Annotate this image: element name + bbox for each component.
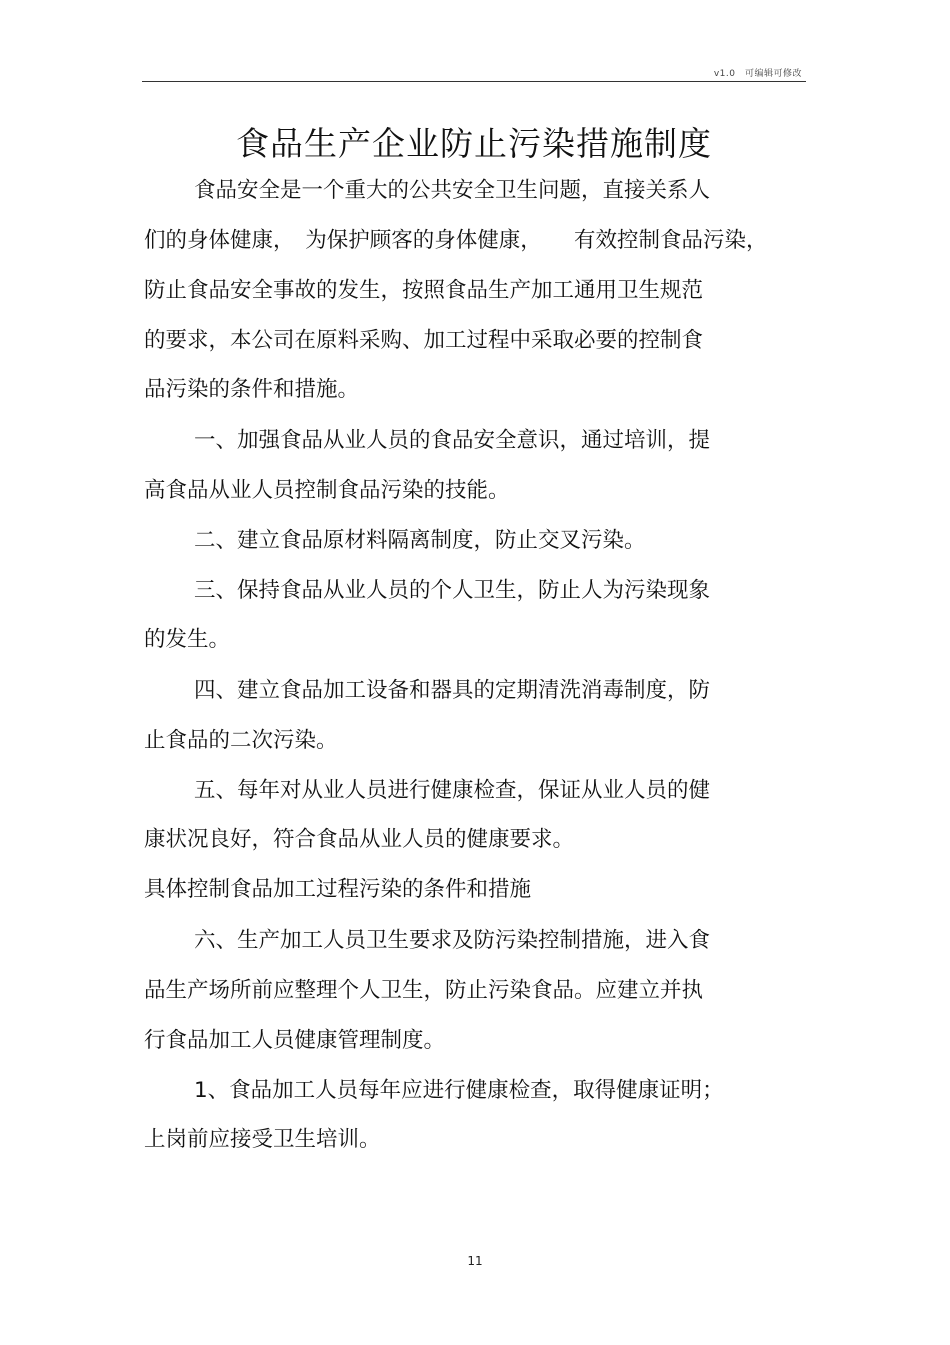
paragraph-line: 六、生产加工人员卫生要求及防污染控制措施，进入食	[194, 928, 711, 953]
paragraph-line: 1、食品加工人员每年应进行健康检查，取得健康证明；	[194, 1078, 724, 1103]
paragraph-line: 二、建立食品原材料隔离制度，防止交叉污染。	[194, 528, 646, 553]
paragraph-line: 四、建立食品加工设备和器具的定期清洗消毒制度，防	[194, 678, 711, 703]
paragraph-line: 康状况良好，符合食品从业人员的健康要求。	[144, 827, 575, 852]
paragraph-line: 上岗前应接受卫生培训。	[144, 1127, 381, 1152]
section-heading: 具体控制食品加工过程污染的条件和措施	[144, 877, 532, 902]
header-divider	[142, 81, 806, 82]
paragraph-line: 三、保持食品从业人员的个人卫生，防止人为污染现象	[194, 578, 711, 603]
paragraph-line: 食品安全是一个重大的公共安全卫生问题，直接关系人	[194, 178, 711, 203]
paragraph-line: 防止食品安全事故的发生，按照食品生产加工通用卫生规范	[144, 278, 704, 303]
paragraph-line: 一、加强食品从业人员的食品安全意识，通过培训，提	[194, 428, 711, 453]
paragraph-line: 止食品的二次污染。	[144, 728, 338, 753]
header-version-note: v1.0 可编辑可修改	[713, 69, 802, 79]
paragraph-line: 高食品从业人员控制食品污染的技能。	[144, 478, 510, 503]
paragraph-line: 品污染的条件和措施。	[144, 377, 360, 402]
paragraph-line: 行食品加工人员健康管理制度。	[144, 1028, 446, 1053]
page-number: 11	[467, 1254, 483, 1268]
paragraph-line: 们的身体健康， 为保护顾客的身体健康， 有效控制食品污染，	[144, 228, 768, 253]
paragraph-line: 的要求，本公司在原料采购、加工过程中采取必要的控制食	[144, 328, 704, 353]
paragraph-line: 五、每年对从业人员进行健康检查，保证从业人员的健	[194, 778, 711, 803]
paragraph-line: 品生产场所前应整理个人卫生，防止污染食品。应建立并执	[144, 978, 704, 1003]
paragraph-line: 的发生。	[144, 627, 231, 652]
document-title: 食品生产企业防止污染措施制度	[236, 124, 712, 163]
